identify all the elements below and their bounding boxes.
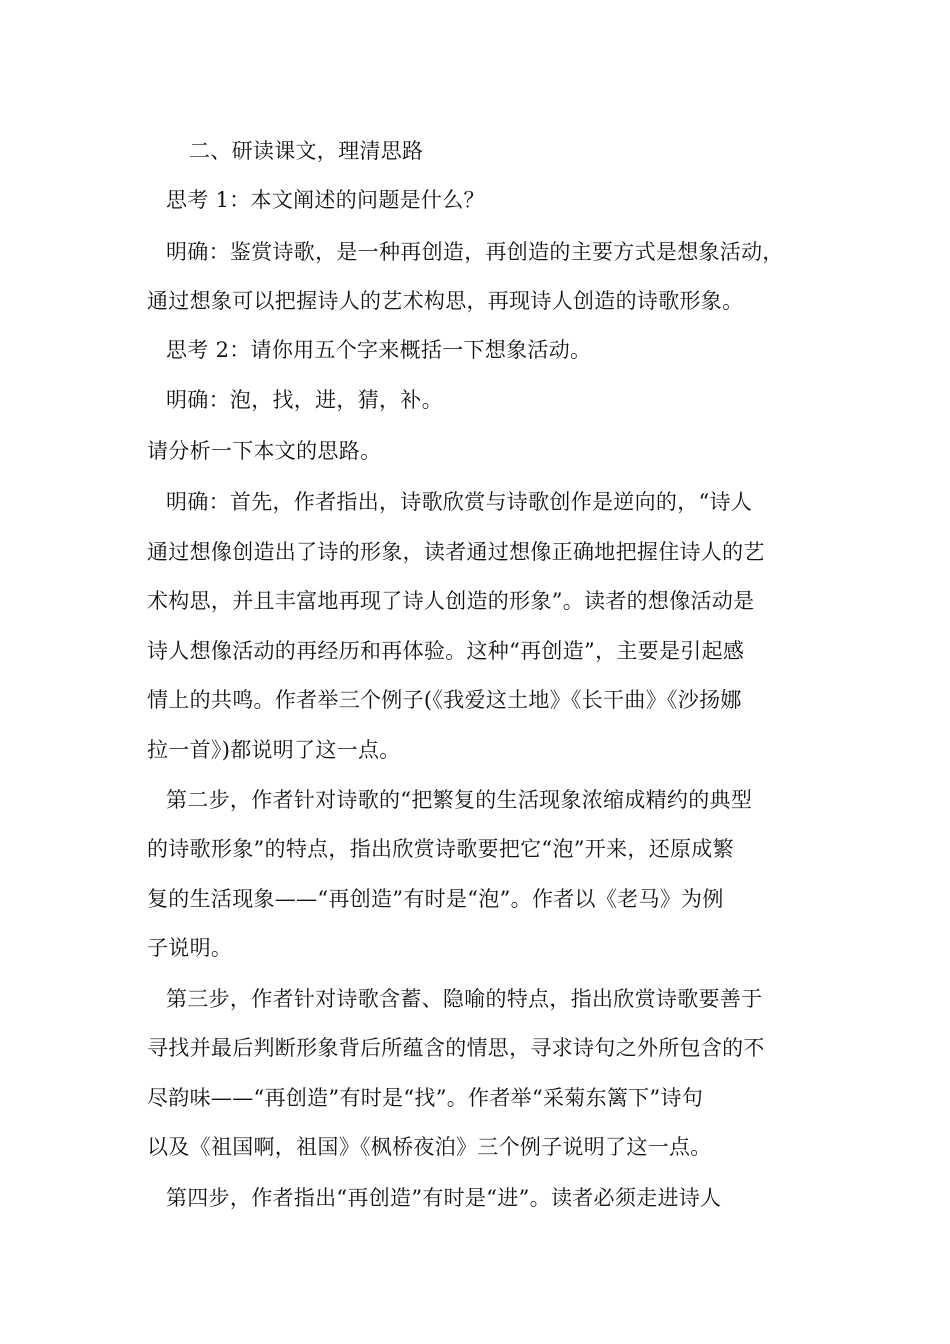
answer-2: 明确：泡，找，进，猜，补。: [166, 388, 443, 412]
step-2-line-1: 第二步，作者针对诗歌的“把繁复的生活现象浓缩成精约的典型: [166, 788, 753, 812]
step-3-line-4: 以及《祖国啊，祖国》《枫桥夜泊》三个例子说明了这一点。: [147, 1135, 712, 1159]
answer-3-line-5: 情上的共鸣。作者举三个例子(《我爱这土地》《长干曲》《沙扬娜: [147, 688, 742, 712]
step-2-line-2: 的诗歌形象”的特点，指出欣赏诗歌要把它“泡”开来，还原成繁: [147, 837, 734, 861]
answer-3-line-4: 诗人想像活动的再经历和再体验。这种“再创造”，主要是引起感: [147, 639, 745, 663]
answer-3-line-2: 通过想像创造出了诗的形象，读者通过想像正确地把握住诗人的艺: [147, 540, 765, 564]
step-3-line-2: 寻找并最后判断形象背后所蕴含的情思，寻求诗句之外所包含的不: [147, 1036, 765, 1060]
answer-3-line-1: 明确：首先，作者指出，诗歌欣赏与诗歌创作是逆向的，“诗人: [166, 490, 753, 514]
step-3-line-1: 第三步，作者针对诗歌含蓄、隐喻的特点，指出欣赏诗歌要善于: [166, 987, 763, 1011]
question-2: 思考 2：请你用五个字来概括一下想象活动。: [166, 338, 592, 362]
step-4-line-1: 第四步，作者指出“再创造”有时是“进”。读者必须走进诗人: [166, 1186, 722, 1210]
question-1: 思考 1：本文阐述的问题是什么？: [166, 188, 485, 212]
answer-1-line-2: 通过想象可以把握诗人的艺术构思，再现诗人创造的诗歌形象。: [147, 289, 744, 313]
step-2-line-3: 复的生活现象——“再创造”有时是“泡”。作者以《老马》为例: [147, 887, 724, 911]
step-2-line-4: 子说明。: [147, 936, 233, 960]
question-3: 请分析一下本文的思路。: [147, 439, 382, 463]
section-heading: 二、研读课文，理清思路: [189, 139, 424, 163]
answer-1-line-1: 明确：鉴赏诗歌，是一种再创造，再创造的主要方式是想象活动，: [166, 240, 784, 264]
step-3-line-3: 尽韵味——“再创造”有时是“找”。作者举“采菊东篱下”诗句: [147, 1086, 704, 1110]
answer-3-line-6: 拉一首》)都说明了这一点。: [147, 738, 401, 762]
answer-3-line-3: 术构思，并且丰富地再现了诗人创造的形象”。读者的想像活动是: [147, 589, 755, 613]
